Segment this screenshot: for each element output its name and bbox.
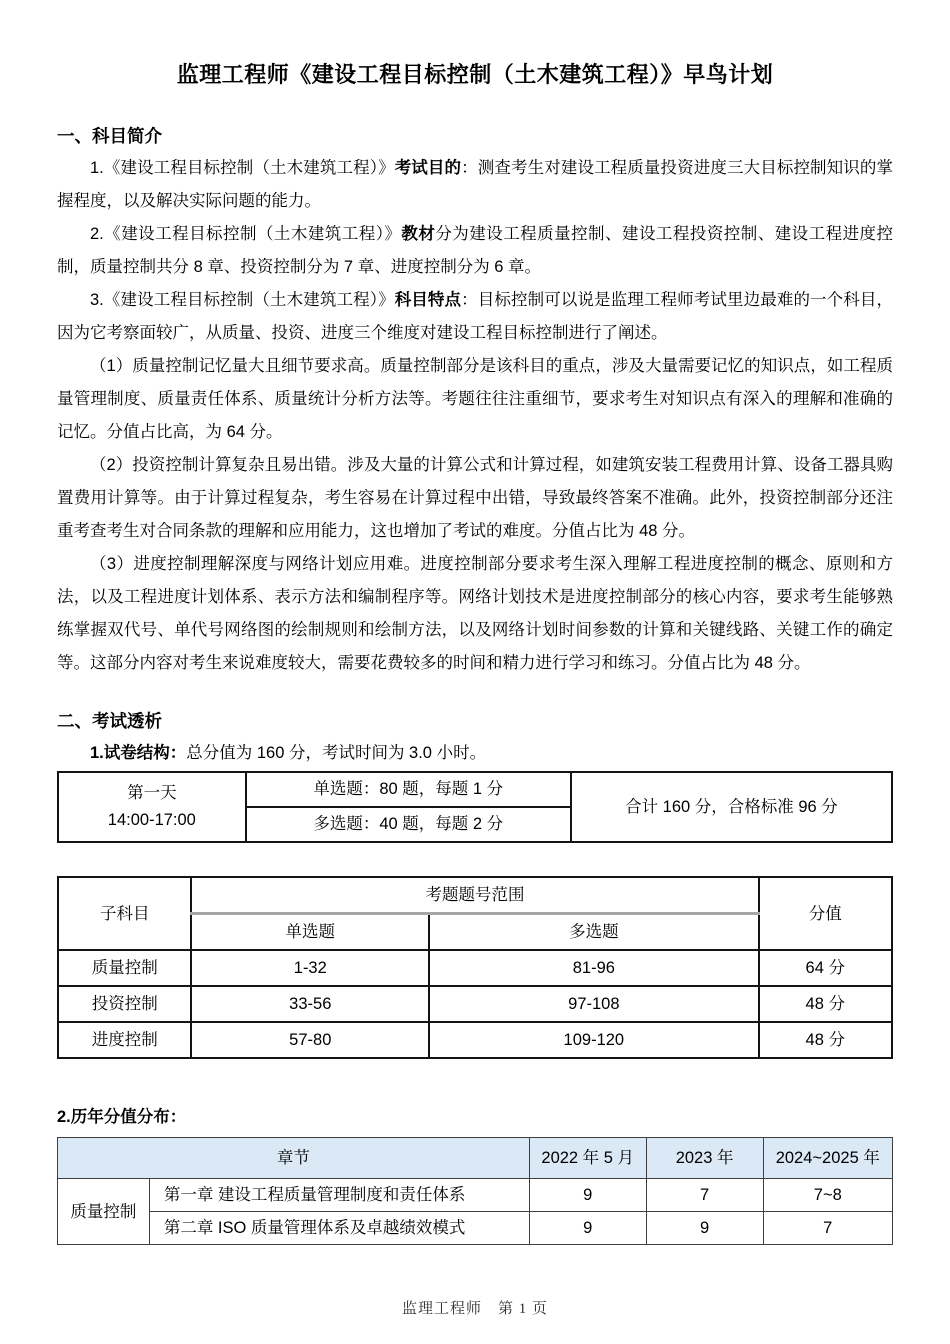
text-run: 1.《建设工程目标控制（土木建筑工程）》 [90, 159, 395, 177]
paragraph-progress-control: （3）进度控制理解深度与网络计划应用难。进度控制部分要求考生深入理解工程进度控制的概念、原则和方法，以及工程进度计划体系、表示方法和编制程序等。网络计划技术是进度控制部分的核心内容，要求考生能够熟练掌握双代号、单代号网络图的绘制规则和绘制方法，以及网络计划时间参数的计算和关键线路、关键工作的确定等。这部分内容对考生来说难度较大，需要花费较多的时间和精力进行学习和练习。分值占比为 48 分。 [57, 555, 893, 672]
table-cell: 33-56 [191, 986, 429, 1022]
paper-structure-text: 总分值为 160 分，考试时间为 3.0 小时。 [186, 744, 487, 762]
page-footer: 监理工程师 第 1 页 [401, 1301, 548, 1317]
text-run: 2.《建设工程目标控制（土木建筑工程）》 [90, 225, 402, 243]
table-cell: 7~8 [763, 1179, 892, 1212]
section-heading-subject-intro: 一、科目简介 [57, 126, 162, 146]
header-year-2023: 2023 年 [646, 1138, 763, 1179]
table-header-row [58, 1138, 893, 1179]
table-cell: 7 [646, 1179, 763, 1212]
single-choice-cell: 单选题：80 题，每题 1 分 [246, 772, 571, 807]
table-cell: 1-32 [191, 950, 429, 986]
text-run: ：目标控制可以说是监理工程师考试里边最难的一个科目，因为它考察面较广，从质量、投资、进度三个维度对建设工程目标控制进行了阐述。 [57, 291, 894, 342]
section-heading-exam-analysis: 二、考试透析 [57, 711, 162, 731]
text-run: 3.《建设工程目标控制（土木建筑工程）》 [90, 291, 395, 309]
paragraph-subject-features [57, 284, 893, 350]
table-header-row [58, 877, 892, 914]
table-cell: 48 分 [759, 1022, 892, 1058]
paragraph-quality-control: （1）质量控制记忆量大且细节要求高。质量控制部分是该科目的重点，涉及大量需要记忆的知识点，如工程质量管理制度、质量责任体系、质量统计分析方法等。考题往往注重细节，要求考生对知识点有深入的理解和准确的记忆。分值占比高，为 64 分。 [57, 357, 893, 441]
page-title: 监理工程师《建设工程目标控制（土木建筑工程）》早鸟计划 [176, 62, 774, 87]
table-cell: 投资控制 [58, 986, 191, 1022]
paragraph-exam-purpose [57, 152, 893, 218]
paper-structure-line [57, 737, 893, 770]
table-cell: 109-120 [429, 1022, 758, 1058]
text-run-bold: 教材 [401, 225, 436, 243]
exam-day-cell [58, 772, 246, 842]
text-run: 分为建设工程质量控制、建设工程投资控制、建设工程进度控制，质量控制共分 8 章、投资控制分为 7 章、进度控制分为 6 章。 [57, 225, 894, 276]
score-distribution-table [57, 1137, 893, 1245]
total-score-cell: 合计 160 分，合格标准 96 分 [571, 772, 892, 842]
table-row [58, 772, 892, 807]
exam-structure-table [57, 771, 893, 843]
header-subject: 子科目 [58, 877, 191, 950]
multi-choice-cell: 多选题：40 题，每题 2 分 [246, 807, 571, 842]
table-cell: 进度控制 [58, 1022, 191, 1058]
text-run-bold: 考试目的 [394, 159, 462, 177]
text-run-bold: 科目特点 [394, 291, 462, 309]
table-row [58, 1022, 892, 1058]
header-question-range: 考题题号范围 [191, 877, 758, 914]
table-cell: 64 分 [759, 950, 892, 986]
table-cell: 97-108 [429, 986, 758, 1022]
chapter-cell: 第一章 建设工程质量管理制度和责任体系 [149, 1179, 529, 1212]
table-row [58, 1179, 893, 1212]
chapter-cell: 第二章 ISO 质量管理体系及卓越绩效模式 [149, 1212, 529, 1245]
table-row [58, 986, 892, 1022]
score-distribution-heading: 2.历年分值分布： [57, 1108, 187, 1126]
table-cell: 质量控制 [58, 950, 191, 986]
table-row [58, 950, 892, 986]
paper-structure-label: 1.试卷结构： [90, 744, 187, 762]
header-year-2024-2025: 2024~2025 年 [763, 1138, 892, 1179]
table-row [58, 1212, 893, 1245]
table-cell: 9 [529, 1212, 646, 1245]
table-cell: 48 分 [759, 986, 892, 1022]
score-range-table [57, 876, 893, 1059]
table-cell: 57-80 [191, 1022, 429, 1058]
header-year-2022: 2022 年 5 月 [529, 1138, 646, 1179]
header-score: 分值 [759, 877, 892, 950]
header-multi-choice: 多选题 [429, 914, 758, 951]
group-cell-quality-control: 质量控制 [58, 1179, 150, 1245]
table-cell: 81-96 [429, 950, 758, 986]
paragraph-textbook [57, 218, 893, 284]
table-cell: 7 [763, 1212, 892, 1245]
exam-day: 第一天 [127, 784, 177, 802]
header-chapter: 章节 [58, 1138, 530, 1179]
exam-time: 14:00-17:00 [107, 811, 196, 829]
table-cell: 9 [646, 1212, 763, 1245]
table-cell: 9 [529, 1179, 646, 1212]
text-run: ：测查考生对建设工程质量投资进度三大目标控制知识的掌握程度，以及解决实际问题的能力。 [57, 159, 894, 210]
header-single-choice: 单选题 [191, 914, 429, 951]
paragraph-investment-control: （2）投资控制计算复杂且易出错。涉及大量的计算公式和计算过程，如建筑安装工程费用计算、设备工器具购置费用计算等。由于计算过程复杂，考生容易在计算过程中出错，导致最终答案不准确。此外，投资控制部分还注重考查考生对合同条款的理解和应用能力，这也增加了考试的难度。分值占比为 48 分。 [57, 456, 893, 540]
